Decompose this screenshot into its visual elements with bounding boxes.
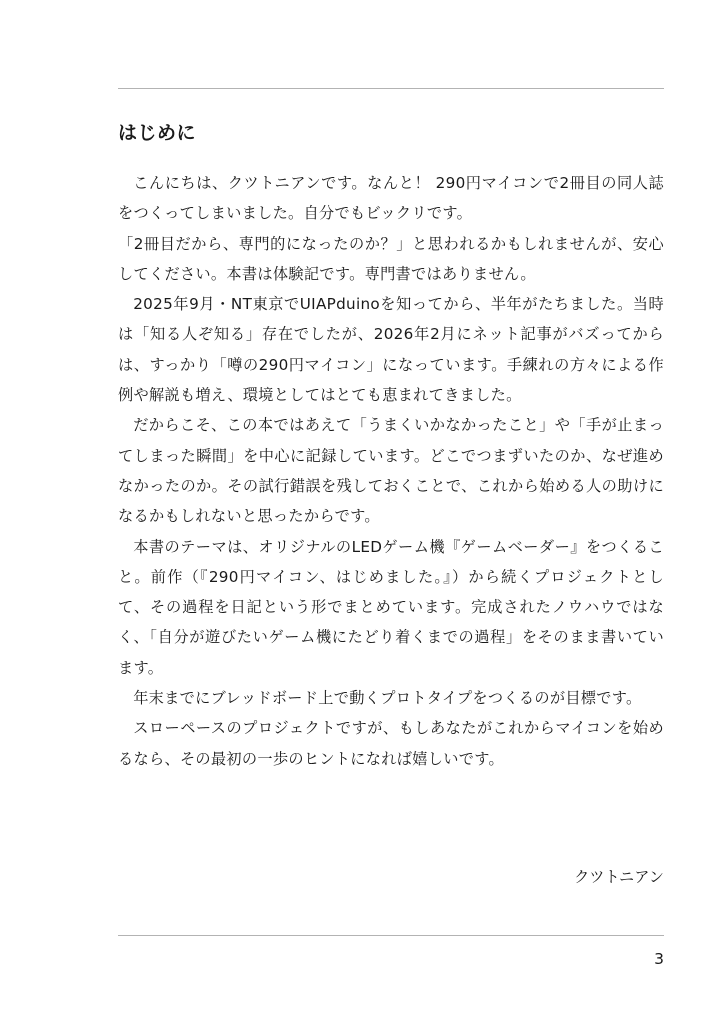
paragraph-goal: 年末までにブレッドボード上で動くプロトタイプをつくるのが目標です。 (133, 689, 642, 708)
paragraph-theme: 本書のテーマは、オリジナルのLEDゲーム機『ゲームベーダー』をつくること。前作（『290円マイコン、はじめました。』）から続くプロジェクトとして、その過程を日記という形でまとめています。完成されたノウハウではなく、「自分が遊びたいゲーム機にたどり着くまでの過程」をそのまま書いています。 (118, 537, 664, 677)
paragraph-reassurance: 「2冊目だから、専門的になったのか？」と思われるかもしれませんが、安心してください。本書は体験記です。専門書ではありません。 (118, 234, 664, 283)
body-text (118, 168, 664, 774)
page-number: 3 (654, 950, 664, 968)
paragraph-closing: スローペースのプロジェクトですが、もしあなたがこれからマイコンを始めるなら、その最初の一歩のヒントになれば嬉しいです。 (118, 719, 664, 768)
paragraph-purpose: だからこそ、この本ではあえて「うまくいかなかったこと」や「手が止まってしまった瞬間」を中心に記録しています。どこでつまずいたのか、なぜ進めなかったのか。その試行錯誤を残しておくことで、これから始める人の助けになるかもしれないと思ったからです。 (118, 416, 664, 526)
page-heading: はじめに (118, 122, 197, 144)
top-rule (118, 88, 664, 89)
author-signature: クツトニアン (574, 868, 664, 886)
bottom-rule (118, 935, 664, 936)
paragraph-greeting: こんにちは、クツトニアンです。なんと！ 290円マイコンで2冊目の同人誌をつくってしまいました。自分でもビックリです。 (118, 174, 664, 223)
paragraph-background: 2025年9月・NT東京でUIAPduinoを知ってから、半年がたちました。当時は「知る人ぞ知る」存在でしたが、2026年2月にネット記事がバズってからは、すっかり「噂の290円マイコン」になっています。手練れの方々による作例や解説も増え、環境としてはとても恵まれてきました。 (118, 295, 664, 405)
